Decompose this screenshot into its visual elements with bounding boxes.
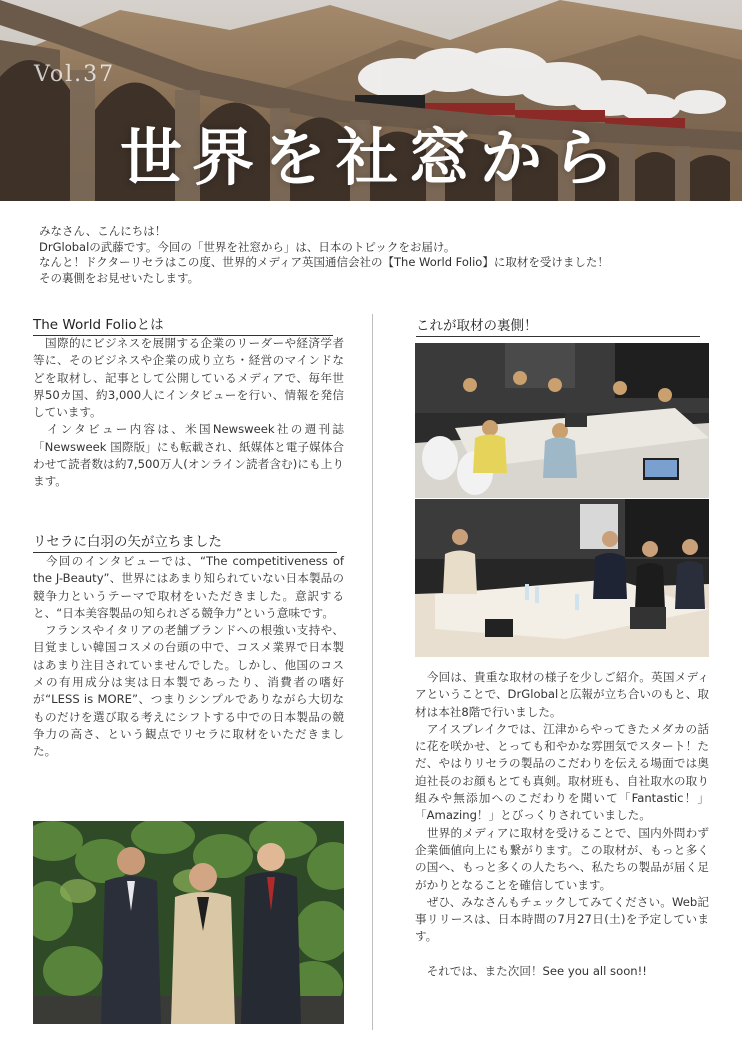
section-heading-behind-scenes: これが取材の裏側！ (416, 314, 700, 337)
paragraph: 今回は、貴重な取材の様子を少しご紹介。英国メディアということで、DrGlobalと広報が立ち合いのもと、取材は本社8階で行いました。 (415, 670, 709, 719)
meeting-room-photo (415, 343, 709, 498)
paragraph: アイスブレイクでは、江津からやってきたメダカの話に花を咲かせ、とっても和やかな雰囲気でスタート！ただ、やはりリセラの製品のこだわりを伝える場面では奥迫社長のお顔もとても真剣。取材班も、自社取水の取り組みや無添加へのこだわりを聞いて「Fantastic！」「Amazing！」とびっくりされていました。 (415, 721, 709, 823)
intro-line: なんと！ドクターリセラはこの度、世界的メディア英国通信会社の【The World Folio】に取材を受けました！ (39, 255, 609, 269)
intro-text (39, 224, 719, 286)
meeting-table-photo (415, 499, 709, 657)
intro-line: その裏側をお見せいたします。 (39, 270, 200, 285)
group-photo-image (33, 821, 344, 1024)
paragraph: フランスやイタリアの老舗ブランドへの根強い支持や、目覚ましい韓国コスメの台頭の中で、コスメ業界で日本製はあまり注目されていませんでした。しかし、他国のコスメの有用成分は実は日本製であったり、消費者の嗜好が“LESS is MORE”、つまりシンプルでありながら大切なものだけを選び取る考えにシフトする中での日本製品の競争力の高さ、という観点でリセラに取材をいただきました。 (33, 623, 344, 759)
paragraph: ぜひ、みなさんもチェックしてみてください。Web記事リリースは、日本時間の7月27日(土)を予定しています。 (415, 894, 709, 944)
behind-scenes-body (415, 669, 709, 980)
interview-photo-1 (415, 343, 709, 498)
header-banner (0, 0, 742, 201)
selected-body (33, 553, 344, 761)
page-title: 世界を社窓から (120, 121, 625, 194)
paragraph: 今回のインタビューでは、“The competitiveness of the J-Beauty”、世界にはあまり知られていない日本製品の競争力というテーマで取材をいただきました。意訳すると、“日本美容製品の知られざる競争力”という意味です。 (33, 554, 344, 620)
volume-label: Vol.37 (34, 62, 116, 87)
paragraph: 国際的にビジネスを展開する企業のリーダーや経済学者等に、そのビジネスや企業の成り立ち・経営のマインドなどを取材し、記事として公開しているメディアで、毎年世界50カ国、約3,000人にインタビューを行い、情報を発信しています。 (33, 336, 344, 420)
closing-line: それでは、また次回！See you all soon!! (415, 963, 647, 978)
section-heading-world-folio: The World Folioとは (33, 313, 333, 336)
world-folio-body (33, 335, 344, 491)
interview-photo-2 (415, 499, 709, 657)
paragraph: 世界的メディアに取材を受けることで、国内外問わず企業価値向上にも繋がります。この取材が、もっと多くの国へ、もっと多くの人たちへ、私たちの製品が届く足がかりとなることを確信しています。 (415, 825, 709, 892)
section-heading-selected: リセラに白羽の矢が立ちました (33, 530, 337, 553)
group-photo (33, 821, 344, 1024)
intro-line: みなさん、こんにちは！ (39, 224, 167, 238)
column-divider (372, 314, 373, 1030)
paragraph: インタビュー内容は、米国Newsweek社の週刊誌「Newsweek 国際版」にも転載され、紙媒体と電子媒体合わせて読者数は約7,500万人(オンライン読者含む)にも上ります。 (33, 422, 344, 489)
intro-line: DrGlobalの武藤です。今回の「世界を社窓から」は、日本のトピックをお届け。 (39, 239, 456, 254)
